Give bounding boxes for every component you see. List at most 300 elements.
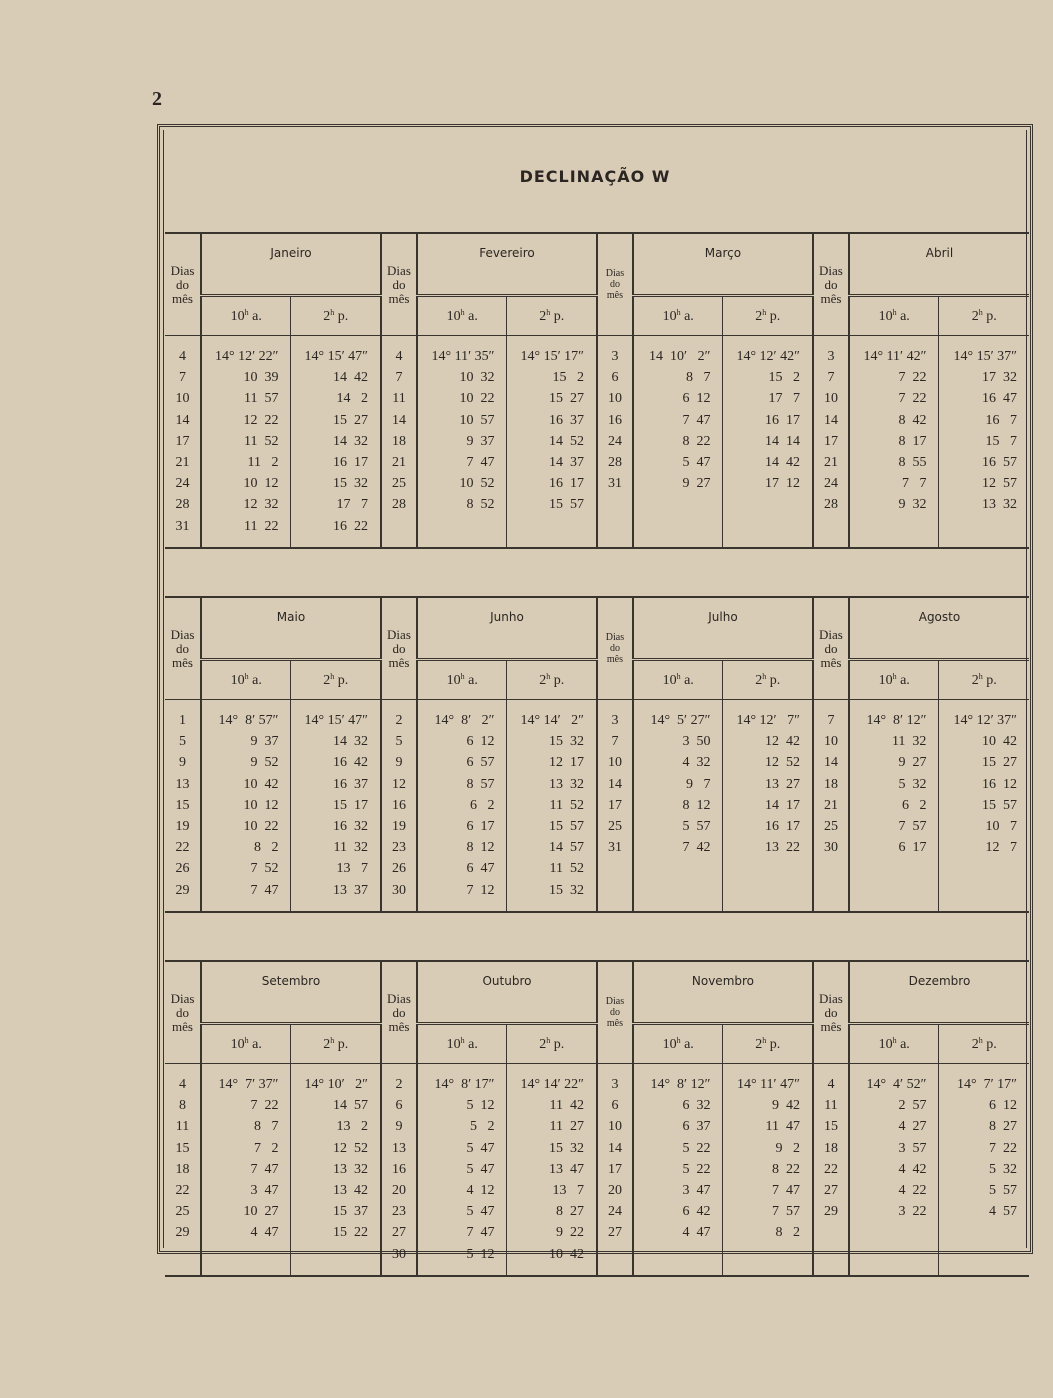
afternoon-value-cell: 16 17	[723, 816, 813, 837]
day-cell: 31	[597, 473, 633, 494]
time-header-morning: 10$^h$ a.	[849, 1024, 939, 1064]
afternoon-value-cell: 13 7	[507, 1180, 597, 1201]
month-header: Junho	[417, 598, 597, 660]
afternoon-value-cell: 14° 15′ 47″	[291, 346, 381, 367]
morning-value-cell: 4 22	[849, 1180, 939, 1201]
dias-do-mes-header: Dias do mês	[597, 598, 633, 700]
morning-value-cell: 8 7	[633, 367, 723, 388]
day-cell: 29	[813, 1201, 849, 1222]
day-cell: 23	[381, 837, 417, 858]
day-cell: 22	[813, 1159, 849, 1180]
morning-value-cell: 14° 8′ 12″	[633, 1074, 723, 1095]
morning-value-cell: 4 42	[849, 1159, 939, 1180]
afternoon-value-cell	[939, 1244, 1029, 1265]
morning-value-cell: 4 27	[849, 1116, 939, 1137]
day-cell	[813, 1222, 849, 1243]
afternoon-value-cell	[939, 858, 1029, 879]
day-cell: 14	[597, 1138, 633, 1159]
morning-value-cell: 3 50	[633, 731, 723, 752]
afternoon-value-cell	[723, 516, 813, 537]
day-cell: 23	[381, 1201, 417, 1222]
morning-value-cell: 4 47	[201, 1222, 291, 1243]
morning-value-cell: 5 57	[633, 816, 723, 837]
day-cell: 19	[175, 819, 190, 835]
morning-value-cell: 7 47	[201, 1159, 291, 1180]
afternoon-value-cell	[939, 1222, 1029, 1243]
day-cell: 16	[597, 410, 633, 431]
day-cell: 24	[597, 431, 633, 452]
dias-do-mes-header: Dias do mês	[597, 234, 633, 336]
afternoon-value-cell: 10 42	[507, 1244, 597, 1265]
morning-value-cell: 8 7	[201, 1116, 291, 1137]
month-header: Maio	[201, 598, 381, 660]
afternoon-value-cell: 11 52	[507, 858, 597, 879]
afternoon-value-cell: 9 22	[507, 1222, 597, 1243]
day-cell: 4	[813, 1074, 849, 1095]
afternoon-value-cell: 14 42	[723, 452, 813, 473]
afternoon-value-cell: 15 27	[291, 410, 381, 431]
afternoon-value-cell: 14° 15′ 37″	[939, 346, 1029, 367]
day-cell: 18	[813, 774, 849, 795]
afternoon-value-cell: 15 32	[507, 731, 597, 752]
dias-do-mes-header: Dias do mês	[165, 962, 201, 1064]
day-cell	[597, 1244, 633, 1265]
day-cell: 28	[597, 452, 633, 473]
morning-value-cell: 14 10′ 2″	[633, 346, 723, 367]
afternoon-value-cell	[291, 1244, 381, 1265]
morning-value-cell: 14° 8′ 12″	[849, 710, 939, 731]
dias-do-mes-header: Dias do mês	[813, 962, 849, 1064]
afternoon-value-cell: 15 32	[291, 473, 381, 494]
afternoon-value-cell: 14° 12′ 42″	[723, 346, 813, 367]
afternoon-value-cell: 16 32	[291, 816, 381, 837]
morning-value-cell: 10 12	[201, 795, 291, 816]
morning-value-cell: 10 12	[201, 473, 291, 494]
day-cell: 11	[175, 1119, 190, 1135]
morning-value-cell: 8 2	[201, 837, 291, 858]
day-cell: 4	[381, 346, 417, 367]
morning-value-cell: 5 22	[633, 1159, 723, 1180]
month-header: Novembro	[633, 962, 813, 1024]
afternoon-value-cell: 13 37	[291, 880, 381, 901]
morning-value-cell: 7 42	[633, 837, 723, 858]
afternoon-value-cell: 8 27	[507, 1201, 597, 1222]
morning-value-cell: 5 47	[417, 1138, 507, 1159]
afternoon-value-cell: 13 22	[723, 837, 813, 858]
morning-value-cell: 7 47	[633, 410, 723, 431]
table-row	[165, 795, 1029, 816]
page-number: 2	[152, 88, 162, 110]
day-cell: 25	[813, 816, 849, 837]
afternoon-value-cell: 15 57	[507, 816, 597, 837]
day-cell: 26	[175, 861, 190, 877]
morning-value-cell: 11 22	[201, 516, 291, 537]
day-cell: 10	[813, 388, 849, 409]
morning-value-cell: 14° 8′ 57″	[201, 710, 291, 731]
afternoon-value-cell: 17 7	[291, 494, 381, 515]
afternoon-value-cell: 15 32	[507, 1138, 597, 1159]
time-header-morning: 10$^h$ a.	[633, 1024, 723, 1064]
afternoon-value-cell: 16 7	[939, 410, 1029, 431]
afternoon-value-cell: 13 7	[291, 858, 381, 879]
day-cell	[597, 880, 633, 901]
table-row	[165, 1074, 1029, 1095]
morning-value-cell: 5 12	[417, 1244, 507, 1265]
time-header-morning: 10$^h$ a.	[417, 660, 507, 700]
day-cell: 4	[178, 349, 186, 364]
day-cell: 17	[597, 1159, 633, 1180]
day-cell: 1	[178, 713, 186, 728]
afternoon-value-cell: 15 37	[291, 1201, 381, 1222]
morning-value-cell: 6 57	[417, 752, 507, 773]
table-row	[165, 1159, 1029, 1180]
day-cell: 3	[597, 710, 633, 731]
dias-do-mes-header: Dias do mês	[813, 234, 849, 336]
morning-value-cell: 6 2	[417, 795, 507, 816]
afternoon-value-cell	[723, 858, 813, 879]
morning-value-cell: 14° 8′ 17″	[417, 1074, 507, 1095]
afternoon-value-cell: 14° 14′ 2″	[507, 710, 597, 731]
day-cell: 14	[381, 410, 417, 431]
table-frame	[157, 124, 1033, 1262]
time-header-afternoon: 2$^h$ p.	[939, 1024, 1029, 1064]
afternoon-value-cell: 14° 12′ 7″	[723, 710, 813, 731]
afternoon-value-cell	[939, 516, 1029, 537]
morning-value-cell	[633, 494, 723, 515]
morning-value-cell: 11 2	[201, 452, 291, 473]
day-cell: 15	[813, 1116, 849, 1137]
afternoon-value-cell: 16 17	[723, 410, 813, 431]
day-cell: 12	[381, 774, 417, 795]
table-row	[165, 1138, 1029, 1159]
morning-value-cell: 6 2	[849, 795, 939, 816]
day-cell: 18	[381, 431, 417, 452]
morning-value-cell	[417, 516, 507, 537]
afternoon-value-cell: 10 7	[939, 816, 1029, 837]
day-cell: 13	[175, 776, 190, 792]
afternoon-value-cell: 15 57	[939, 795, 1029, 816]
afternoon-value-cell: 13 32	[291, 1159, 381, 1180]
day-cell: 30	[813, 837, 849, 858]
day-cell: 16	[381, 795, 417, 816]
morning-value-cell: 8 17	[849, 431, 939, 452]
morning-value-cell: 14° 4′ 52″	[849, 1074, 939, 1095]
afternoon-value-cell: 13 32	[507, 774, 597, 795]
afternoon-value-cell: 11 27	[507, 1116, 597, 1137]
day-cell: 17	[175, 433, 190, 449]
day-cell: 17	[597, 795, 633, 816]
table-row	[165, 816, 1029, 837]
day-cell: 10	[813, 731, 849, 752]
day-cell: 30	[381, 880, 417, 901]
day-cell: 7	[813, 367, 849, 388]
afternoon-value-cell: 12 42	[723, 731, 813, 752]
morning-value-cell	[849, 858, 939, 879]
afternoon-value-cell: 8 2	[723, 1222, 813, 1243]
afternoon-value-cell: 16 22	[291, 516, 381, 537]
morning-value-cell: 7 22	[849, 388, 939, 409]
day-cell: 27	[813, 1180, 849, 1201]
morning-value-cell: 3 47	[201, 1180, 291, 1201]
morning-value-cell: 12 22	[201, 410, 291, 431]
table-row	[165, 731, 1029, 752]
day-cell: 10	[597, 388, 633, 409]
morning-value-cell: 6 42	[633, 1201, 723, 1222]
morning-value-cell: 14° 12′ 22″	[201, 346, 291, 367]
time-header-afternoon: 2$^h$ p.	[939, 296, 1029, 336]
day-cell: 18	[813, 1138, 849, 1159]
time-header-afternoon: 2$^h$ p.	[291, 1024, 381, 1064]
morning-value-cell: 6 32	[633, 1095, 723, 1116]
table-row	[165, 752, 1029, 773]
morning-value-cell: 11 32	[849, 731, 939, 752]
day-cell: 21	[813, 795, 849, 816]
afternoon-value-cell: 14° 10′ 2″	[291, 1074, 381, 1095]
morning-value-cell: 11 57	[201, 388, 291, 409]
table-row	[165, 473, 1029, 494]
time-header-afternoon: 2$^h$ p.	[939, 660, 1029, 700]
table-row	[165, 1116, 1029, 1137]
afternoon-value-cell: 4 57	[939, 1201, 1029, 1222]
afternoon-value-cell: 9 42	[723, 1095, 813, 1116]
time-header-morning: 10$^h$ a.	[633, 296, 723, 336]
day-cell: 16	[381, 1159, 417, 1180]
afternoon-value-cell: 15 7	[939, 431, 1029, 452]
day-cell	[597, 516, 633, 537]
afternoon-value-cell: 14 2	[291, 388, 381, 409]
declination-table	[165, 598, 1029, 911]
afternoon-value-cell: 15 17	[291, 795, 381, 816]
morning-value-cell: 4 47	[633, 1222, 723, 1243]
quarter-block	[165, 232, 1029, 549]
morning-value-cell	[849, 1222, 939, 1243]
day-cell: 4	[178, 1077, 186, 1092]
time-header-afternoon: 2$^h$ p.	[507, 660, 597, 700]
day-cell	[381, 516, 417, 537]
morning-value-cell: 7 47	[201, 880, 291, 901]
afternoon-value-cell: 14° 14′ 22″	[507, 1074, 597, 1095]
day-cell: 14	[175, 412, 190, 428]
day-cell: 15	[175, 797, 190, 813]
day-cell: 15	[175, 1140, 190, 1156]
day-cell	[813, 880, 849, 901]
afternoon-value-cell: 13 32	[939, 494, 1029, 515]
morning-value-cell: 14° 5′ 27″	[633, 710, 723, 731]
day-cell: 28	[813, 494, 849, 515]
time-header-morning: 10$^h$ a.	[201, 296, 291, 336]
month-header: Dezembro	[849, 962, 1029, 1024]
table-row	[165, 494, 1029, 515]
dias-do-mes-header: Dias do mês	[381, 234, 417, 336]
day-cell: 6	[597, 367, 633, 388]
afternoon-value-cell: 11 42	[507, 1095, 597, 1116]
day-cell: 24	[597, 1201, 633, 1222]
day-cell: 8	[178, 1098, 186, 1114]
morning-value-cell: 8 12	[633, 795, 723, 816]
table-row	[165, 410, 1029, 431]
day-cell: 22	[175, 840, 190, 856]
month-header: Janeiro	[201, 234, 381, 296]
month-header: Fevereiro	[417, 234, 597, 296]
day-cell: 24	[813, 473, 849, 494]
afternoon-value-cell: 16 57	[939, 452, 1029, 473]
day-cell: 26	[381, 858, 417, 879]
afternoon-value-cell: 8 27	[939, 1116, 1029, 1137]
afternoon-value-cell: 17 32	[939, 367, 1029, 388]
afternoon-value-cell	[723, 1244, 813, 1265]
time-header-morning: 10$^h$ a.	[417, 1024, 507, 1064]
afternoon-value-cell: 11 47	[723, 1116, 813, 1137]
afternoon-value-cell: 17 12	[723, 473, 813, 494]
morning-value-cell: 14° 7′ 37″	[201, 1074, 291, 1095]
table-row	[165, 346, 1029, 367]
day-cell: 5	[381, 731, 417, 752]
afternoon-value-cell: 17 7	[723, 388, 813, 409]
morning-value-cell: 5 2	[417, 1116, 507, 1137]
day-cell: 18	[175, 1161, 190, 1177]
dias-do-mes-header: Dias do mês	[813, 598, 849, 700]
morning-value-cell: 10 39	[201, 367, 291, 388]
morning-value-cell: 12 32	[201, 494, 291, 515]
day-cell	[597, 858, 633, 879]
afternoon-value-cell: 15 2	[723, 367, 813, 388]
afternoon-value-cell: 12 17	[507, 752, 597, 773]
afternoon-value-cell: 16 42	[291, 752, 381, 773]
day-cell: 7	[178, 370, 186, 386]
day-cell: 28	[175, 497, 190, 513]
day-cell: 25	[597, 816, 633, 837]
afternoon-value-cell: 13 42	[291, 1180, 381, 1201]
afternoon-value-cell: 14° 15′ 17″	[507, 346, 597, 367]
day-cell: 14	[813, 410, 849, 431]
table-row	[165, 858, 1029, 879]
dias-do-mes-header: Dias do mês	[165, 598, 201, 700]
afternoon-value-cell: 14 37	[507, 452, 597, 473]
morning-value-cell	[633, 858, 723, 879]
morning-value-cell	[633, 1244, 723, 1265]
dias-do-mes-header: Dias do mês	[597, 962, 633, 1064]
morning-value-cell: 9 7	[633, 774, 723, 795]
afternoon-value-cell: 14° 12′ 37″	[939, 710, 1029, 731]
morning-value-cell: 14° 8′ 2″	[417, 710, 507, 731]
table-row	[165, 774, 1029, 795]
afternoon-value-cell: 13 2	[291, 1116, 381, 1137]
quarter-block	[165, 596, 1029, 913]
morning-value-cell: 6 47	[417, 858, 507, 879]
month-header: Abril	[849, 234, 1029, 296]
afternoon-value-cell: 14 52	[507, 431, 597, 452]
morning-value-cell: 6 12	[633, 388, 723, 409]
day-cell: 7	[597, 731, 633, 752]
morning-value-cell: 8 57	[417, 774, 507, 795]
day-cell: 24	[175, 476, 190, 492]
morning-value-cell: 3 57	[849, 1138, 939, 1159]
morning-value-cell: 9 52	[201, 752, 291, 773]
afternoon-value-cell: 16 37	[291, 774, 381, 795]
day-cell	[165, 1244, 201, 1265]
morning-value-cell: 5 47	[633, 452, 723, 473]
afternoon-value-cell: 12 52	[723, 752, 813, 773]
time-header-afternoon: 2$^h$ p.	[723, 1024, 813, 1064]
morning-value-cell: 6 12	[417, 731, 507, 752]
morning-value-cell	[849, 516, 939, 537]
table-row	[165, 710, 1029, 731]
afternoon-value-cell: 14° 11′ 47″	[723, 1074, 813, 1095]
afternoon-value-cell: 11 52	[507, 795, 597, 816]
morning-value-cell: 3 47	[633, 1180, 723, 1201]
morning-value-cell: 8 22	[633, 431, 723, 452]
day-cell: 2	[381, 1074, 417, 1095]
time-header-morning: 10$^h$ a.	[633, 660, 723, 700]
day-cell: 25	[381, 473, 417, 494]
morning-value-cell: 10 27	[201, 1201, 291, 1222]
morning-value-cell: 14° 11′ 42″	[849, 346, 939, 367]
afternoon-value-cell: 16 12	[939, 774, 1029, 795]
table-row	[165, 1095, 1029, 1116]
day-cell: 27	[597, 1222, 633, 1243]
morning-value-cell: 6 37	[633, 1116, 723, 1137]
day-cell: 14	[813, 752, 849, 773]
dias-do-mes-header: Dias do mês	[381, 598, 417, 700]
day-cell: 10	[175, 391, 190, 407]
day-cell: 14	[597, 774, 633, 795]
quarter-block	[165, 960, 1029, 1277]
afternoon-value-cell: 12 7	[939, 837, 1029, 858]
afternoon-value-cell: 14 14	[723, 431, 813, 452]
day-cell: 30	[381, 1244, 417, 1265]
afternoon-value-cell: 15 22	[291, 1222, 381, 1243]
morning-value-cell: 7 47	[417, 1222, 507, 1243]
afternoon-value-cell	[939, 880, 1029, 901]
afternoon-value-cell: 14 42	[291, 367, 381, 388]
month-header: Setembro	[201, 962, 381, 1024]
table-row	[165, 367, 1029, 388]
time-header-morning: 10$^h$ a.	[849, 660, 939, 700]
table-row	[165, 1201, 1029, 1222]
morning-value-cell: 7 22	[849, 367, 939, 388]
month-header: Março	[633, 234, 813, 296]
time-header-afternoon: 2$^h$ p.	[507, 1024, 597, 1064]
morning-value-cell: 2 57	[849, 1095, 939, 1116]
morning-value-cell: 7 57	[849, 816, 939, 837]
day-cell: 3	[597, 346, 633, 367]
morning-value-cell: 10 57	[417, 410, 507, 431]
morning-value-cell: 11 52	[201, 431, 291, 452]
afternoon-value-cell: 15 27	[507, 388, 597, 409]
morning-value-cell: 6 17	[417, 816, 507, 837]
table-row	[165, 837, 1029, 858]
day-cell	[813, 516, 849, 537]
afternoon-value-cell: 16 47	[939, 388, 1029, 409]
morning-value-cell: 7 52	[201, 858, 291, 879]
month-header: Agosto	[849, 598, 1029, 660]
declination-table	[165, 962, 1029, 1275]
day-cell: 7	[381, 367, 417, 388]
day-cell	[813, 858, 849, 879]
day-cell: 21	[381, 452, 417, 473]
day-cell: 3	[813, 346, 849, 367]
afternoon-value-cell: 15 57	[507, 494, 597, 515]
morning-value-cell: 10 22	[201, 816, 291, 837]
afternoon-value-cell: 16 37	[507, 410, 597, 431]
table-row	[165, 452, 1029, 473]
day-cell: 20	[381, 1180, 417, 1201]
day-cell: 31	[175, 518, 190, 534]
morning-value-cell	[633, 880, 723, 901]
morning-value-cell: 7 22	[201, 1095, 291, 1116]
morning-value-cell: 9 37	[417, 431, 507, 452]
morning-value-cell: 10 42	[201, 774, 291, 795]
